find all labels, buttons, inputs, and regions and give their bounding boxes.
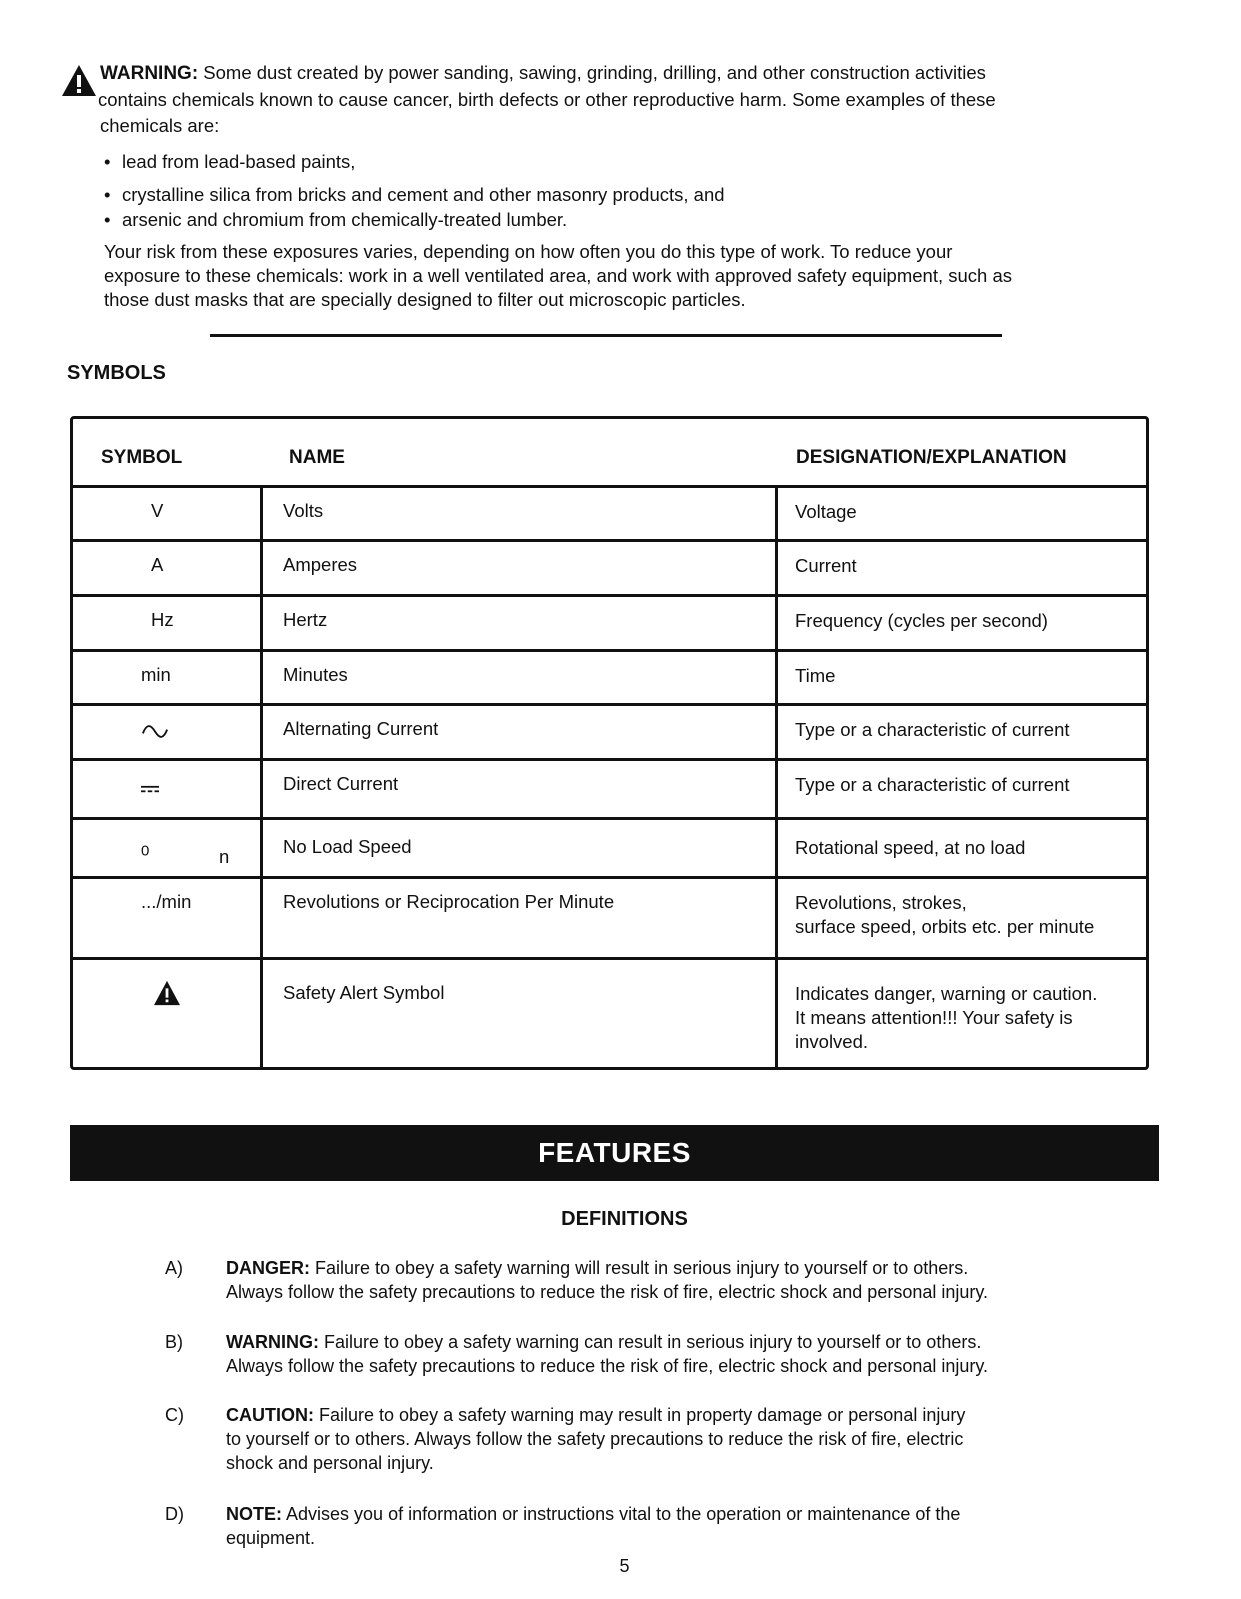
definition-text xyxy=(226,1502,1086,1550)
name-cell: No Load Speed xyxy=(283,836,412,857)
designation-line: Indicates danger, warning or caution. xyxy=(795,983,1098,1004)
list-item: • crystalline silica from bricks and cement and other masonry products, and xyxy=(104,182,1140,207)
name-cell: Revolutions or Reciprocation Per Minute xyxy=(283,891,615,912)
designation-line: Time xyxy=(795,665,836,686)
risk-paragraph xyxy=(60,240,1140,312)
symbol-text: min xyxy=(141,664,171,685)
definition-term: CAUTION: xyxy=(226,1405,314,1425)
warning-first-line xyxy=(60,60,1140,87)
definition-letter: D) xyxy=(165,1504,184,1524)
designation-cell xyxy=(775,706,1070,758)
designation-line: involved. xyxy=(795,1031,869,1052)
warning-label: WARNING: xyxy=(100,63,199,84)
designation-line: Rotational speed, at no load xyxy=(795,837,1026,858)
designation-line: Type or a characteristic of current xyxy=(795,774,1070,795)
name-cell: Hertz xyxy=(283,609,328,630)
definition-line: Always follow the safety precautions to reduce the risk of fire, electric shock and personal injury. xyxy=(226,1282,989,1302)
symbol-subscript: 0 xyxy=(141,842,150,860)
definition-letter: A) xyxy=(165,1258,183,1278)
definition-line-text: Advises you of information or instructions vital to the operation or maintenance of the xyxy=(286,1504,961,1524)
symbol-cell xyxy=(73,820,263,876)
symbol-text: Hz xyxy=(151,609,174,630)
designation-line: It means attention!!! Your safety is xyxy=(795,1007,1073,1028)
table-row xyxy=(73,957,1146,1067)
column-header-symbol: SYMBOL xyxy=(101,447,183,468)
name-cell: Minutes xyxy=(283,664,348,685)
designation-line: Frequency (cycles per second) xyxy=(795,610,1048,631)
designation-line: Revolutions, strokes, xyxy=(795,892,967,913)
definition-line: equipment. xyxy=(226,1528,316,1548)
definition-line: Always follow the safety precautions to reduce the risk of fire, electric shock and personal injury. xyxy=(226,1356,989,1376)
symbols-heading: SYMBOLS xyxy=(67,362,166,384)
list-item: • arsenic and chromium from chemically-treated lumber. xyxy=(104,207,1140,232)
definition-line xyxy=(226,1330,1086,1354)
chemicals-list xyxy=(60,149,1140,232)
column-header-name: NAME xyxy=(289,447,345,468)
features-banner: FEATURES xyxy=(70,1125,1159,1181)
designation-cell xyxy=(775,488,857,539)
table-row xyxy=(73,876,1146,957)
definition-term: NOTE: xyxy=(226,1504,282,1524)
table-row xyxy=(73,539,1146,594)
designation-cell xyxy=(775,761,1070,817)
warning-lead-text: Some dust created by power sanding, sawing, grinding, drilling, and other construction activities xyxy=(203,62,986,83)
risk-line: exposure to these chemicals: work in a well ventilated area, and work with approved safety equipment, such as xyxy=(104,265,1013,286)
definition-line xyxy=(226,1502,1086,1526)
warning-block xyxy=(60,60,1140,312)
designation-cell xyxy=(775,597,1048,649)
table-header xyxy=(73,419,1146,485)
definition-line: shock and personal injury. xyxy=(226,1453,434,1473)
definition-term: DANGER: xyxy=(226,1258,310,1278)
column-header-designation: DESIGNATION/EXPLANATION xyxy=(796,447,1067,468)
designation-line: Current xyxy=(795,555,857,576)
definition-line-text: Failure to obey a safety warning can result in serious injury to yourself or to others. xyxy=(324,1332,982,1352)
symbol-cell xyxy=(73,542,263,594)
designation-cell xyxy=(775,820,1025,876)
table-row xyxy=(73,649,1146,703)
symbol-text: A xyxy=(151,554,164,575)
name-cell: Safety Alert Symbol xyxy=(283,982,445,1003)
name-cell: Amperes xyxy=(283,554,358,575)
designation-cell xyxy=(775,879,1094,957)
designation-cell xyxy=(775,652,835,703)
section-divider xyxy=(210,334,1002,337)
table-row xyxy=(73,485,1146,539)
symbol-text xyxy=(141,834,230,867)
symbol-cell xyxy=(73,879,263,957)
symbol-cell xyxy=(73,488,263,539)
designation-line: Type or a characteristic of current xyxy=(795,719,1070,740)
table-row xyxy=(73,817,1146,876)
name-cell: Alternating Current xyxy=(283,718,439,739)
risk-line: those dust masks that are specially designed to filter out microscopic particles. xyxy=(104,289,746,310)
designation-cell xyxy=(775,542,857,594)
risk-line: Your risk from these exposures varies, depending on how often you do this type of work. To reduce your xyxy=(104,241,953,262)
definition-text xyxy=(226,1330,1086,1378)
symbol-letter: n xyxy=(219,846,230,867)
designation-line: Voltage xyxy=(795,501,857,522)
symbol-text: .../min xyxy=(141,891,192,912)
definition-line-text: Failure to obey a safety warning will result in serious injury to yourself or to others. xyxy=(315,1258,969,1278)
list-item: • lead from lead-based paints, xyxy=(104,149,1140,174)
table-row xyxy=(73,758,1146,817)
name-cell: Direct Current xyxy=(283,773,399,794)
definition-line: to yourself or to others. Always follow the safety precautions to reduce the risk of fire, electric xyxy=(226,1429,964,1449)
definition-line xyxy=(226,1256,1086,1280)
alternating-current-icon xyxy=(141,724,169,739)
definition-letter: B) xyxy=(165,1332,183,1352)
definition-text xyxy=(226,1403,1086,1475)
warning-line-2: contains chemicals known to cause cancer, birth defects or other reproductive harm. Some examples of these xyxy=(98,89,996,110)
symbol-text: V xyxy=(151,500,164,521)
definitions-heading: DEFINITIONS xyxy=(561,1208,688,1230)
definition-text xyxy=(226,1256,1086,1304)
definition-term: WARNING: xyxy=(226,1332,319,1352)
symbol-cell xyxy=(73,652,263,703)
table-row xyxy=(73,594,1146,649)
warning-line-3: chemicals are: xyxy=(100,115,220,136)
definition-line-text: Failure to obey a safety warning may result in property damage or personal injury xyxy=(319,1405,966,1425)
designation-line: surface speed, orbits etc. per minute xyxy=(795,916,1095,937)
safety-alert-icon xyxy=(60,62,98,100)
definition-line xyxy=(226,1403,1086,1427)
page-number: 5 xyxy=(619,1556,630,1576)
designation-cell xyxy=(775,960,1097,1067)
symbols-table xyxy=(70,416,1149,1070)
direct-current-icon xyxy=(141,785,159,794)
symbol-cell xyxy=(73,761,263,817)
safety-alert-icon xyxy=(153,980,181,1006)
symbol-cell xyxy=(73,597,263,649)
definition-letter: C) xyxy=(165,1405,184,1425)
table-row xyxy=(73,703,1146,758)
name-cell: Volts xyxy=(283,500,324,521)
symbol-cell xyxy=(73,960,263,1067)
symbol-cell xyxy=(73,706,263,758)
